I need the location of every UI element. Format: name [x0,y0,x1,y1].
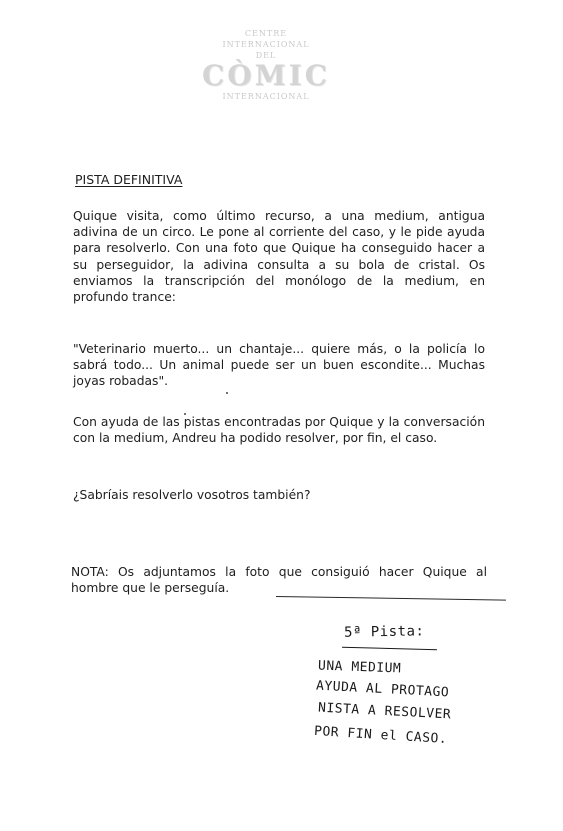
logo-line-3: DEL [255,51,277,60]
paragraph-intro: Quique visita, como último recurso, a una medium, antigua adivina de un circo. Le pone al corriente del caso, y le pide ayuda para resolverlo. Con una foto que Quique ha conseguido hacer a su perseguidor, la adivina consulta a su bola de cristal. Os enviamos la transcripción del monólogo de la medium, en profundo trance: [73,209,485,305]
scan-speck [184,413,186,415]
paragraph-resolution: Con ayuda de las pistas encontradas por Quique y la conversación con la medium, Andreu ha podido resolver, por fin, el caso. [73,415,485,446]
handwritten-line-4: POR FIN el CASO. [313,723,448,748]
handwritten-underline [342,647,437,650]
handwritten-line-1: UNA MEDIUM [317,658,402,677]
logo-line-1: CENTRE [244,29,288,38]
paragraph-question: ¿Sabríais resolverlo vosotros también? [73,488,311,502]
document-heading: PISTA DEFINITIVA [75,172,183,187]
logo-line-2: INTERNACIONAL [222,40,310,49]
note-paragraph: NOTA: Os adjuntamos la foto que consiguió hacer Quique al hombre que le perseguía. [71,565,487,596]
handwritten-line-2: AYUDA AL PROTAGO [315,678,450,701]
handwritten-title: 5ª Pista: [343,623,425,641]
signature-line [276,596,506,601]
paragraph-quote: "Veterinario muerto... un chantaje... quiere más, o la policía lo sabrá todo... Un animal puede ser un buen escondite... Muchas joyas robadas". [73,342,485,389]
handwritten-line-3: NISTA A RESOLVER [317,700,452,723]
logo-wordmark: CÒMIC [201,59,331,92]
scan-speck [226,392,228,394]
logo-line-4: INTERNACIONAL [222,92,310,101]
header-logo-watermark [182,28,350,124]
